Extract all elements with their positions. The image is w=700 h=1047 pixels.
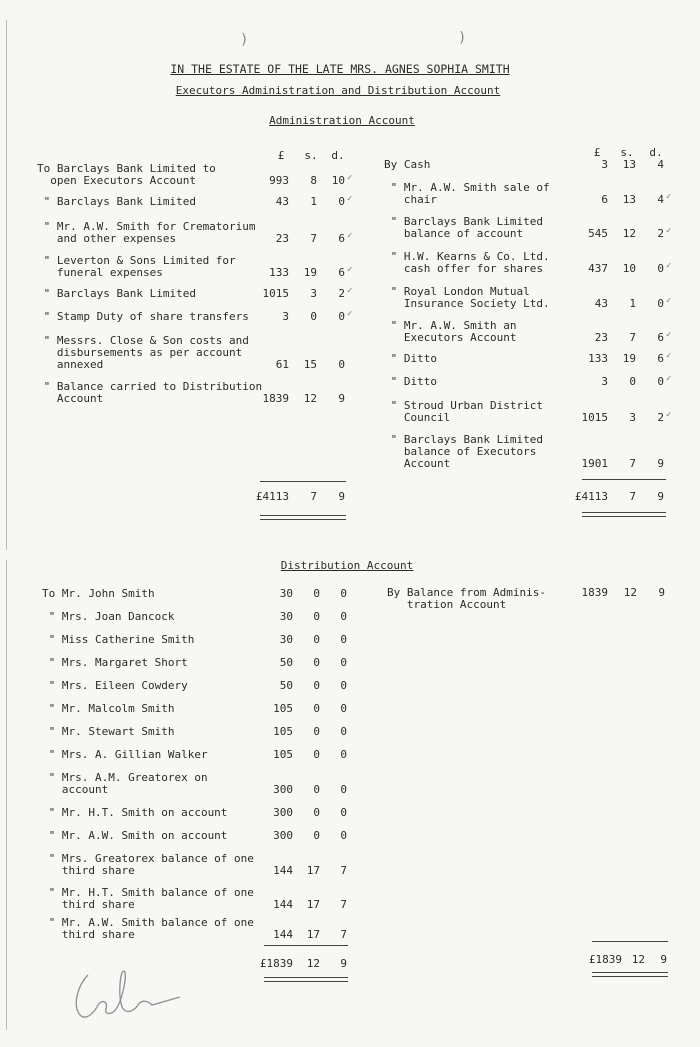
dist-left-entry-pounds: 50 [279,679,293,692]
admin-left-entry-pence: 2 [338,287,345,300]
dist-left-entry-pence: 0 [340,725,347,738]
check-mark-icon: ✓ [666,410,672,420]
check-mark-icon: ✓ [666,351,672,361]
admin-right-entry-text: " Ditto [384,352,437,365]
admin-left-entry-text: " Balance carried to Distribution [37,380,263,393]
admin-left-entry-pounds: 993 [269,174,289,187]
admin-left-subtotal-rule [260,481,346,482]
admin-right-entry-shillings: 12 [622,227,636,240]
dist-left-entry-pence: 0 [340,783,347,796]
dist-left-entry-text: " Mr. A.W. Smith balance of one [42,916,254,929]
admin-right-entry-pence: 0 [657,262,664,275]
admin-left-entry-text: and other expenses [37,232,177,245]
dist-left-entry-text: account [42,783,109,796]
check-mark-icon: ✓ [347,265,353,275]
admin-left-entry-text: open Executors Account [37,174,196,187]
dist-left-total-shillings: 12 [306,957,320,970]
admin-left-entry-text: annexed [37,358,104,371]
dist-left-entry-pence: 0 [340,633,347,646]
admin-right-entry-shillings: 13 [622,193,636,206]
admin-left-shillings-header: s. [304,149,318,162]
check-mark-icon: ✓ [666,374,672,384]
dist-left-entry-pounds: 30 [279,587,293,600]
check-mark-icon: ✓ [666,192,672,202]
dist-left-entry-text: third share [42,898,135,911]
admin-right-pounds-header: £ [593,146,601,159]
admin-left-entry-pence: 0 [338,358,345,371]
admin-right-entry-shillings: 0 [629,375,636,388]
admin-left-entry-pounds: 23 [275,232,289,245]
admin-right-entry-text: " Royal London Mutual [384,285,530,298]
admin-right-total-double-rule [582,512,666,517]
dist-left-entry-text: " Mr. Malcolm Smith [42,702,175,715]
dist-left-entry-pounds: 30 [279,610,293,623]
admin-right-entry-shillings: 13 [622,158,636,171]
admin-right-entry-text: " Barclays Bank Limited [384,215,543,228]
dist-left-total-double-rule [264,977,348,982]
page-edge [6,20,7,550]
dist-left-entry-shillings: 0 [313,679,320,692]
dist-left-entry-text: " Mrs. A. Gillian Walker [42,748,208,761]
admin-right-entry-pounds: 1901 [581,457,608,470]
dist-right-total-shillings: 12 [631,953,645,966]
admin-left-total-double-rule [260,515,346,520]
admin-left-entry-shillings: 7 [310,232,317,245]
admin-left-entry-pounds: 1015 [262,287,289,300]
dist-left-entry-pence: 7 [340,928,347,941]
admin-left-entry-text: " Messrs. Close & Son costs and [37,334,249,347]
admin-left-total-pounds: £4113 [255,490,289,503]
admin-right-entry-pounds: 43 [594,297,608,310]
admin-right-entry-shillings: 7 [629,457,636,470]
dist-right-total-double-rule [592,972,668,977]
dist-left-subtotal-rule [264,945,348,946]
dist-left-entry-text: " Mr. H.T. Smith balance of one [42,886,254,899]
admin-left-entry-pounds: 43 [275,195,289,208]
dist-left-entry-shillings: 0 [313,633,320,646]
check-mark-icon: ✓ [666,296,672,306]
admin-right-entry-text: " Ditto [384,375,437,388]
admin-left-entry-text: " Barclays Bank Limited [37,287,196,300]
admin-left-entry-pence: 9 [338,392,345,405]
dist-left-entry-shillings: 0 [313,829,320,842]
dist-left-entry-pounds: 144 [273,864,293,877]
admin-left-entry-shillings: 15 [303,358,317,371]
dist-left-entry-shillings: 0 [313,806,320,819]
punch-mark: ) [240,32,249,48]
admin-right-entry-pence: 4 [657,158,664,171]
admin-left-entry-shillings: 3 [310,287,317,300]
admin-left-pence-header: d. [331,149,345,162]
dist-left-entry-pounds: 300 [273,783,293,796]
dist-left-entry-pence: 7 [340,898,347,911]
distribution-heading: Distribution Account [280,559,414,572]
dist-left-entry-pence: 0 [340,679,347,692]
admin-left-entry-pence: 6 [338,266,345,279]
dist-left-entry-pounds: 105 [273,748,293,761]
admin-left-entry-pence: 10 [331,174,345,187]
dist-right-total-pence: 9 [660,953,667,966]
admin-right-entry-text: chair [384,193,437,206]
admin-right-entry-shillings: 7 [629,331,636,344]
dist-left-entry-pounds: 105 [273,725,293,738]
dist-left-entry-shillings: 0 [313,610,320,623]
dist-left-entry-pounds: 144 [273,898,293,911]
admin-right-entry-text: Insurance Society Ltd. [384,297,550,310]
admin-right-entry-pounds: 3 [601,158,608,171]
admin-right-entry-text: By Cash [384,158,431,171]
dist-left-entry-shillings: 0 [313,783,320,796]
admin-right-entry-text: " Barclays Bank Limited [384,433,543,446]
dist-right-entry-text: By Balance from Adminis- [387,586,546,599]
dist-left-entry-shillings: 0 [313,587,320,600]
admin-right-shillings-header: s. [620,146,634,159]
admin-left-entry-text: " Barclays Bank Limited [37,195,196,208]
dist-left-entry-pence: 0 [340,702,347,715]
admin-right-entry-text: Account [384,457,451,470]
dist-left-entry-shillings: 17 [306,898,320,911]
admin-right-entry-pence: 6 [657,331,664,344]
dist-right-subtotal-rule [592,941,668,942]
check-mark-icon: ✓ [666,261,672,271]
admin-right-entry-pounds: 437 [588,262,608,275]
dist-left-entry-text: " Mrs. Eileen Cowdery [42,679,188,692]
dist-left-entry-text: " Mrs. Margaret Short [42,656,188,669]
document-subtitle: Executors Administration and Distribution Account [175,84,501,97]
admin-right-entry-shillings: 1 [629,297,636,310]
check-mark-icon: ✓ [347,231,353,241]
dist-right-entry-shillings: 12 [623,586,637,599]
admin-right-entry-text: balance of account [384,227,524,240]
admin-left-entry-text: funeral expenses [37,266,163,279]
dist-left-entry-text: " Mr. A.W. Smith on account [42,829,228,842]
admin-right-entry-pounds: 3 [601,375,608,388]
admin-left-total-pence: 9 [338,490,345,503]
dist-left-entry-shillings: 0 [313,725,320,738]
check-mark-icon: ✓ [347,286,353,296]
admin-right-subtotal-rule [582,479,666,480]
dist-right-entry-pounds: 1839 [581,586,608,599]
admin-right-entry-pence: 2 [657,227,664,240]
admin-right-total-shillings: 7 [629,490,636,503]
admin-left-entry-pence: 6 [338,232,345,245]
dist-left-entry-text: " Mr. Stewart Smith [42,725,175,738]
dist-left-entry-pence: 0 [340,587,347,600]
admin-right-entry-text: Executors Account [384,331,517,344]
admin-right-entry-shillings: 19 [622,352,636,365]
dist-left-entry-pence: 7 [340,864,347,877]
admin-right-entry-pence: 0 [657,375,664,388]
admin-left-entry-shillings: 1 [310,195,317,208]
page-edge [6,560,7,1030]
dist-left-entry-pence: 0 [340,656,347,669]
dist-left-entry-pounds: 50 [279,656,293,669]
admin-right-entry-pence: 4 [657,193,664,206]
admin-left-entry-pence: 0 [338,310,345,323]
admin-left-entry-shillings: 0 [310,310,317,323]
admin-left-entry-text: " Mr. A.W. Smith for Crematorium [37,220,256,233]
admin-right-entry-pence: 2 [657,411,664,424]
check-mark-icon: ✓ [347,309,353,319]
admin-left-entry-shillings: 8 [310,174,317,187]
admin-right-entry-text: " Stroud Urban District [384,399,543,412]
admin-right-entry-shillings: 3 [629,411,636,424]
dist-left-entry-shillings: 0 [313,702,320,715]
admin-right-entry-text: cash offer for shares [384,262,543,275]
check-mark-icon: ✓ [666,330,672,340]
admin-left-entry-text: " Leverton & Sons Limited for [37,254,236,267]
admin-left-entry-pounds: 61 [275,358,289,371]
dist-left-entry-shillings: 0 [313,748,320,761]
check-mark-icon: ✓ [666,226,672,236]
check-mark-icon: ✓ [347,194,353,204]
admin-right-pence-header: d. [649,146,663,159]
dist-left-entry-text: " Mrs. Greatorex balance of one [42,852,254,865]
check-mark-icon: ✓ [347,173,353,183]
admin-left-entry-text: To Barclays Bank Limited to [37,162,216,175]
admin-left-total-shillings: 7 [310,490,317,503]
dist-left-entry-text: third share [42,928,135,941]
admin-left-entry-pence: 0 [338,195,345,208]
dist-left-entry-pounds: 300 [273,829,293,842]
admin-right-entry-pounds: 6 [601,193,608,206]
admin-right-total-pounds: £4113 [574,490,608,503]
dist-left-entry-text: To Mr. John Smith [42,587,155,600]
admin-right-entry-text: " Mr. A.W. Smith an [384,319,517,332]
dist-left-entry-shillings: 17 [306,864,320,877]
admin-right-entry-pence: 6 [657,352,664,365]
dist-left-entry-shillings: 17 [306,928,320,941]
dist-right-total-pounds: £1839 [588,953,622,966]
admin-right-entry-pounds: 23 [594,331,608,344]
dist-left-total-pence: 9 [340,957,347,970]
dist-left-total-pounds: £1839 [259,957,293,970]
admin-right-entry-pence: 9 [657,457,664,470]
dist-left-entry-pounds: 144 [273,928,293,941]
admin-right-entry-pence: 0 [657,297,664,310]
dist-left-entry-pence: 0 [340,748,347,761]
dist-left-entry-pounds: 105 [273,702,293,715]
handwritten-signature [68,965,188,1025]
admin-left-entry-pounds: 1839 [262,392,289,405]
dist-left-entry-pence: 0 [340,610,347,623]
dist-left-entry-pounds: 30 [279,633,293,646]
dist-left-entry-text: " Mrs. A.M. Greatorex on [42,771,208,784]
admin-right-entry-pounds: 545 [588,227,608,240]
dist-left-entry-pence: 0 [340,829,347,842]
dist-left-entry-shillings: 0 [313,656,320,669]
admin-left-entry-text: Account [37,392,104,405]
admin-right-entry-text: Council [384,411,451,424]
admin-right-total-pence: 9 [657,490,664,503]
dist-right-entry-pence: 9 [658,586,665,599]
dist-left-entry-pounds: 300 [273,806,293,819]
admin-right-entry-pounds: 133 [588,352,608,365]
admin-left-entry-text: " Stamp Duty of share transfers [37,310,249,323]
admin-left-entry-pounds: 133 [269,266,289,279]
dist-left-entry-text: " Mr. H.T. Smith on account [42,806,228,819]
admin-left-entry-pounds: 3 [282,310,289,323]
admin-right-entry-text: " Mr. A.W. Smith sale of [384,181,550,194]
admin-right-entry-pounds: 1015 [581,411,608,424]
admin-left-entry-shillings: 19 [303,266,317,279]
administration-heading: Administration Account [269,114,415,127]
admin-right-entry-text: balance of Executors [384,445,537,458]
punch-mark: ) [458,30,467,46]
admin-right-entry-text: " H.W. Kearns & Co. Ltd. [384,250,550,263]
admin-left-entry-shillings: 12 [303,392,317,405]
dist-right-entry-text: tration Account [387,598,507,611]
admin-left-pounds-header: £ [277,149,285,162]
dist-left-entry-text: " Mrs. Joan Dancock [42,610,175,623]
admin-left-entry-text: disbursements as per account [37,346,243,359]
dist-left-entry-text: third share [42,864,135,877]
dist-left-entry-text: " Miss Catherine Smith [42,633,195,646]
document-title: IN THE ESTATE OF THE LATE MRS. AGNES SOPHIA SMITH [170,62,510,76]
admin-right-entry-shillings: 10 [622,262,636,275]
dist-left-entry-pence: 0 [340,806,347,819]
